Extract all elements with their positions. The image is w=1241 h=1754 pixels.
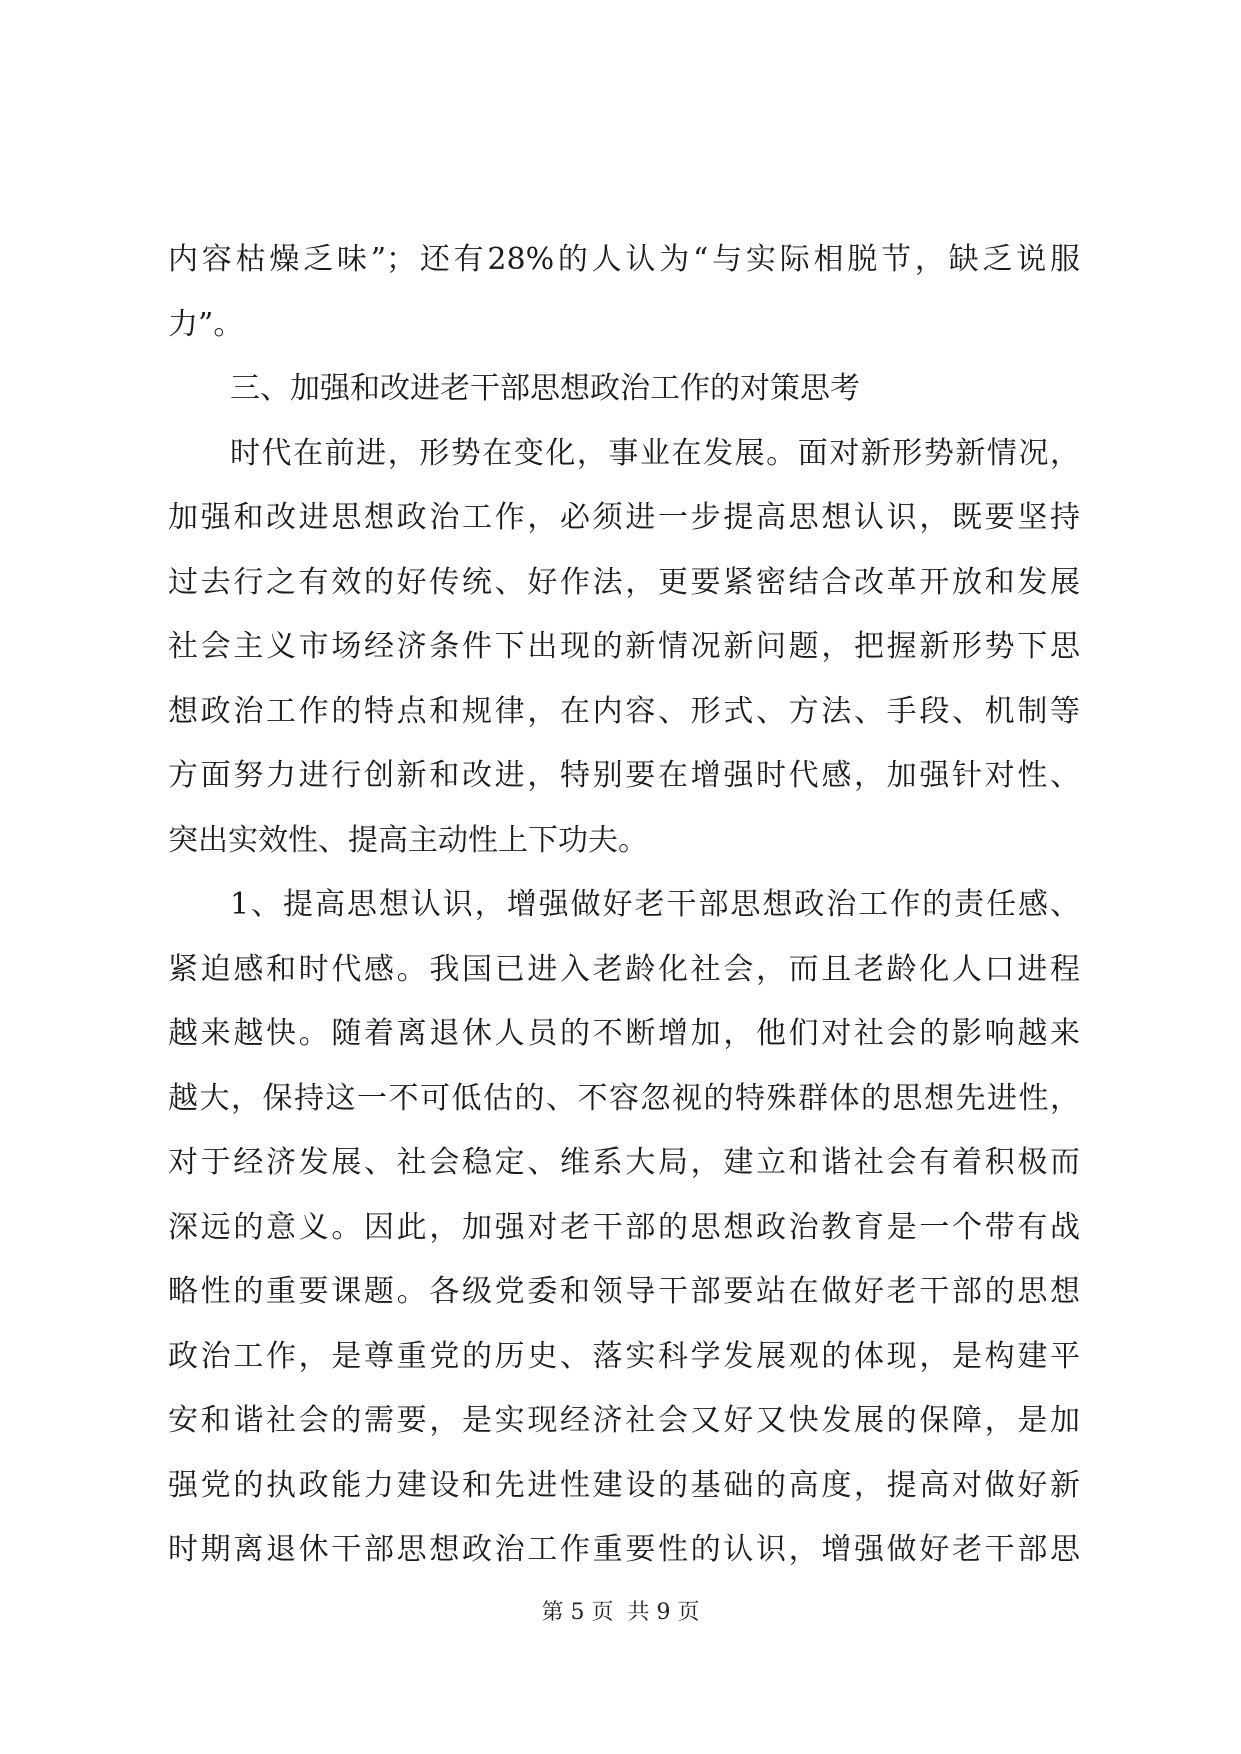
text-line: 时期离退休干部思想政治工作重要性的认识，增强做好老干部思	[168, 1532, 1080, 1567]
text-line: 方面努力进行创新和改进，特别要在增强时代感，加强针对性、	[168, 758, 1080, 793]
text-line: 突出实效性、提高主动性上下功夫。	[168, 822, 648, 858]
text-line: 越来越快。随着离退休人员的不断增加，他们对社会的影响越来	[168, 1016, 1080, 1051]
text-line: 安和谐社会的需要，是实现经济社会又好又快发展的保障，是加	[168, 1403, 1080, 1438]
text-line: 时代在前进，形势在变化，事业在发展。面对新形势新情况，	[230, 435, 1080, 471]
text-line: 力”。	[168, 306, 244, 342]
page-footer: 第 5 页 共 9 页	[541, 1600, 700, 1625]
text-line: 强党的执政能力建设和先进性建设的基础的高度，提高对做好新	[168, 1467, 1080, 1503]
text-line: 政治工作，是尊重党的历史、落实科学发展观的体现，是构建平	[168, 1338, 1080, 1374]
text-line: 对于经济发展、社会稳定、维系大局，建立和谐社会有着积极而	[168, 1145, 1080, 1180]
text-line: 紧迫感和时代感。我国已进入老龄化社会，而且老龄化人口进程	[168, 951, 1080, 987]
text-line: 加强和改进思想政治工作，必须进一步提高思想认识，既要坚持	[168, 500, 1080, 535]
text-line: 三、加强和改进老干部思想政治工作的对策思考	[230, 371, 860, 406]
text-line: 内容枯燥乏味”；还有28%的人认为“与实际相脱节，缺乏说服	[168, 242, 1080, 277]
text-line: 深远的意义。因此，加强对老干部的思想政治教育是一个带有战	[168, 1209, 1080, 1245]
document-body	[168, 228, 1080, 1583]
text-line: 略性的重要课题。各级党委和领导干部要站在做好老干部的思想	[168, 1274, 1080, 1309]
text-line: 越大，保持这一不可低估的、不容忽视的特殊群体的思想先进性，	[168, 1080, 1080, 1116]
text-line: 社会主义市场经济条件下出现的新情况新问题，把握新形势下思	[168, 629, 1080, 664]
text-line: 想政治工作的特点和规律，在内容、形式、方法、手段、机制等	[168, 693, 1080, 729]
text-line: 过去行之有效的好传统、好作法，更要紧密结合改革开放和发展	[168, 564, 1080, 600]
text-line: 1、提高思想认识，增强做好老干部思想政治工作的责任感、	[230, 887, 1080, 922]
